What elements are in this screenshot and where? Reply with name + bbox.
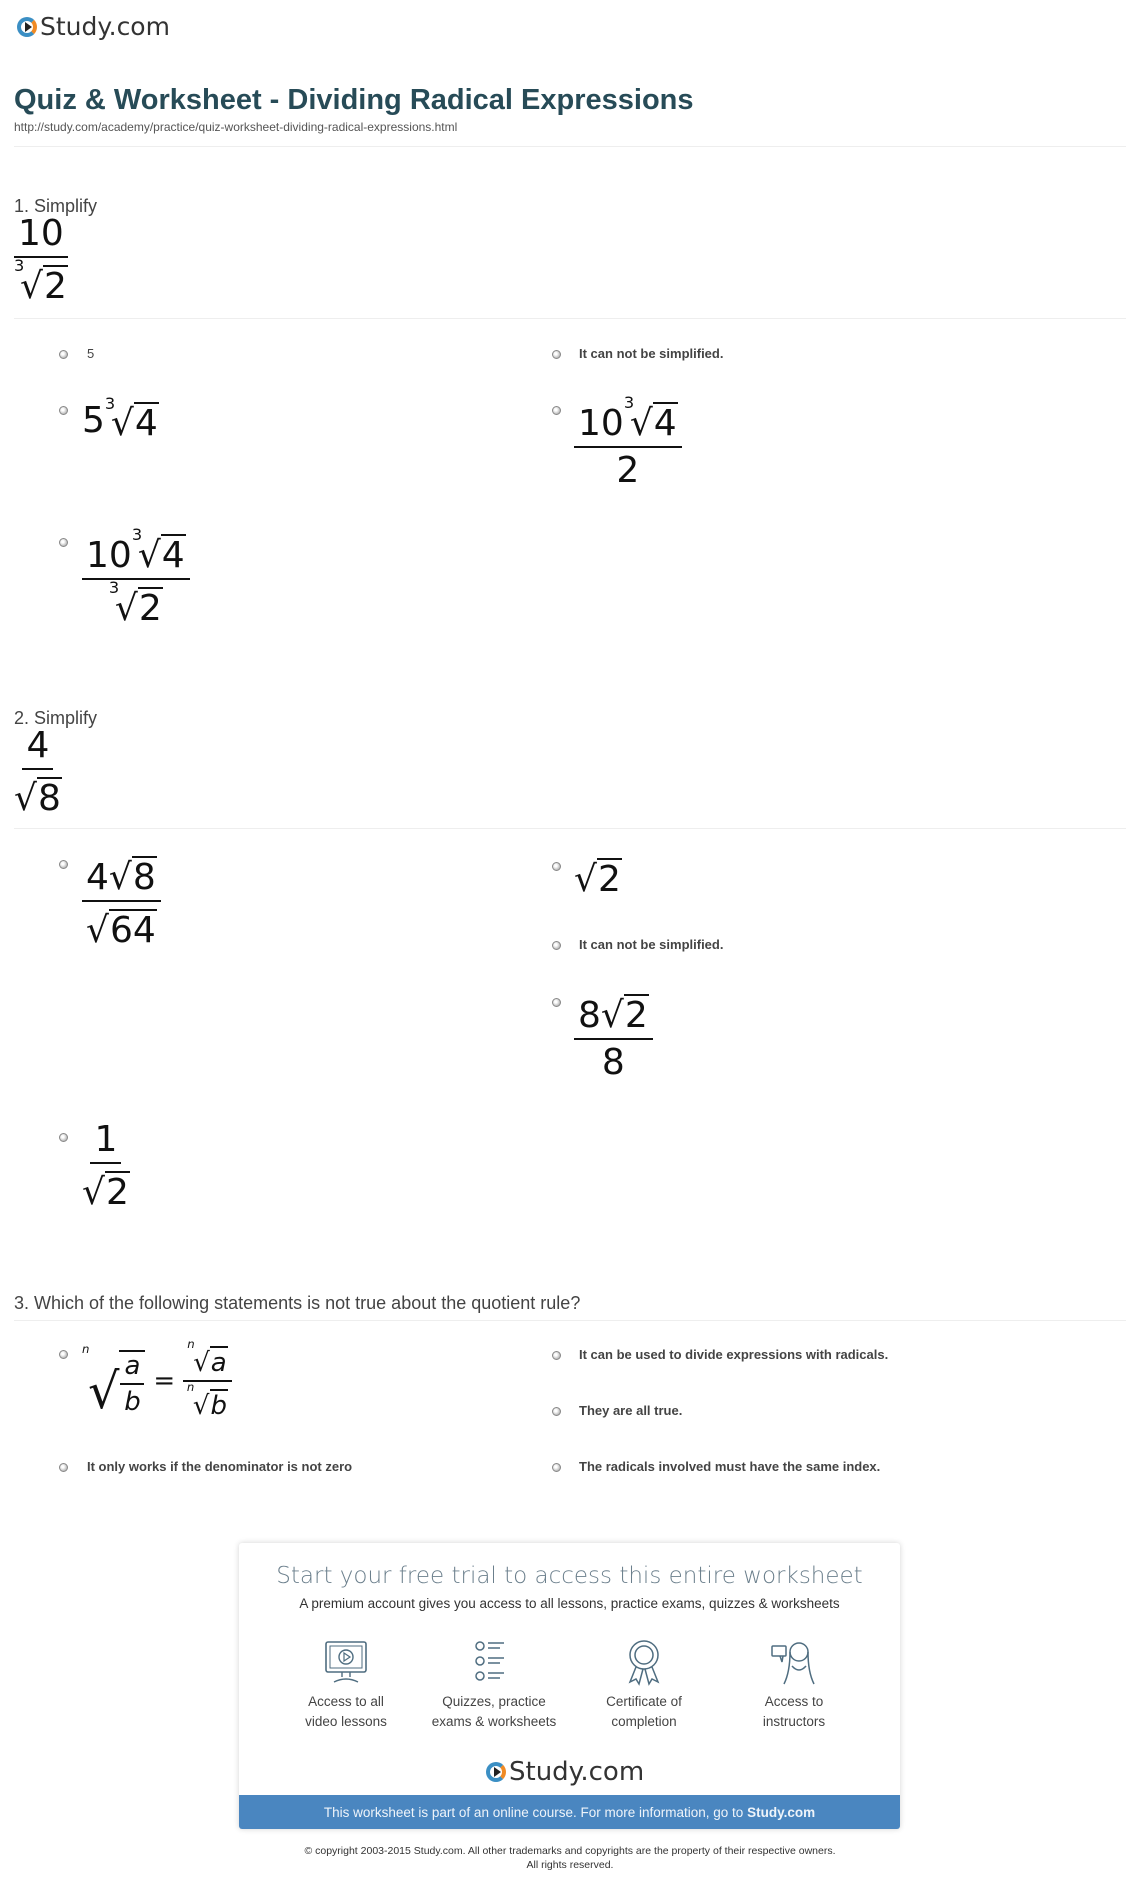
checklist-icon (470, 1638, 518, 1686)
radicand: 64 (109, 909, 156, 951)
denominator: b (124, 1386, 141, 1417)
play-icon (17, 17, 37, 37)
feature-label: Access to (764, 1694, 824, 1709)
certificate-ribbon-icon (620, 1638, 668, 1686)
q1-option-a[interactable]: 5 (87, 346, 95, 361)
q2-option-e-radio[interactable] (59, 1133, 68, 1142)
q1-option-e[interactable]: 10 3 √ 4 3 √ 2 (82, 530, 190, 628)
q1-option-c[interactable]: 5 3 √ 4 (82, 394, 158, 444)
q2-option-c-radio[interactable] (552, 941, 561, 950)
q2-option-d[interactable]: 8 √ 2 8 (574, 990, 653, 1082)
page-url: http://study.com/academy/practice/quiz-worksheet-dividing-radical-expressions.html (14, 120, 458, 134)
copyright: © copyright 2003-2015 Study.com. All other trademarks and copyrights are the property of their respective owners. (304, 1845, 836, 1857)
q1-option-d[interactable]: 10 3 √ 4 2 (574, 398, 682, 490)
question-1-prompt: 10 3 √ 2 (14, 213, 67, 307)
feature-certificate (569, 1638, 719, 1732)
radicand: 2 (43, 265, 67, 307)
question-3-label: 3. Which of the following statements is not true about the quotient rule? (14, 1293, 581, 1313)
radical-index: 3 (131, 525, 143, 544)
denominator: 8 (601, 1041, 625, 1083)
equals-sign: = (153, 1366, 176, 1397)
q2-option-a[interactable]: 4 √ 8 √ 64 (82, 852, 161, 950)
denominator: 2 (616, 449, 640, 491)
divider (14, 318, 1126, 319)
feature-label: Certificate of (606, 1694, 682, 1709)
page-title: Quiz & Worksheet - Dividing Radical Expressions (14, 84, 694, 116)
coefficient: 10 (578, 403, 624, 444)
question-2-prompt: 4 √ 8 (14, 725, 61, 819)
radicand: 8 (132, 857, 156, 898)
study-link[interactable]: Study.com (747, 1804, 816, 1820)
q1-option-d-radio[interactable] (552, 406, 561, 415)
feature-label: completion (611, 1714, 677, 1729)
feature-label: exams & worksheets (431, 1714, 557, 1729)
course-info-bar (239, 1795, 900, 1829)
radical-index: 3 (104, 394, 116, 413)
feature-quizzes (419, 1638, 569, 1732)
logo-text: Study.com (509, 1757, 645, 1787)
radicand: 2 (105, 1171, 129, 1213)
q1-option-b-radio[interactable] (552, 350, 561, 359)
q3-option-c-radio[interactable] (552, 1407, 561, 1416)
radical-index: 3 (108, 577, 120, 597)
q3-option-b[interactable]: It can be used to divide expressions with radicals. (579, 1347, 889, 1362)
q2-option-b-radio[interactable] (552, 862, 561, 871)
numerator: 4 (22, 726, 53, 770)
divider (14, 828, 1126, 829)
numerator: 1 (90, 1120, 121, 1164)
divider (14, 1320, 1126, 1321)
q3-option-d-radio[interactable] (59, 1463, 68, 1472)
coefficient: 8 (578, 995, 601, 1036)
free-trial-box (239, 1543, 900, 1829)
q2-option-c[interactable]: It can not be simplified. (579, 937, 724, 952)
q3-option-e-radio[interactable] (552, 1463, 561, 1472)
feature-label: Quizzes, practice (442, 1694, 546, 1709)
q3-option-b-radio[interactable] (552, 1351, 561, 1360)
coefficient: 4 (86, 857, 109, 898)
play-icon (486, 1762, 506, 1782)
instructor-chat-icon (770, 1638, 818, 1686)
q3-option-a[interactable]: n √ $\frac{a}{b}$ = n √ a n √ b (82, 1342, 232, 1420)
q1-option-a-radio[interactable] (59, 350, 68, 359)
radicand: 8 (37, 777, 61, 819)
q3-option-d[interactable]: It only works if the denominator is not zero (87, 1459, 353, 1474)
promo-headline[interactable]: Start your free trial to access this entire worksheet (276, 1563, 863, 1589)
radical-index: n (82, 1342, 90, 1356)
q1-option-b[interactable]: It can not be simplified. (579, 346, 724, 361)
q2-option-a-radio[interactable] (59, 860, 68, 869)
divider (14, 146, 1126, 147)
numerator: a (120, 1352, 144, 1385)
radicand: b (210, 1390, 228, 1421)
q1-option-e-radio[interactable] (59, 538, 68, 547)
coefficient: 10 (86, 535, 132, 576)
radicand: 2 (138, 587, 162, 629)
radicand: 4 (653, 403, 677, 444)
rights-reserved: All rights reserved. (526, 1859, 614, 1871)
promo-subline: A premium account gives you access to all lessons, practice exams, quizzes & worksheets (299, 1596, 840, 1611)
numerator: 10 (14, 214, 68, 258)
q1-option-c-radio[interactable] (59, 406, 68, 415)
question-2-label: 2. Simplify (14, 708, 98, 728)
feature-instructors (719, 1638, 869, 1732)
q3-option-e[interactable]: The radicals involved must have the same index. (579, 1459, 881, 1474)
q2-option-e[interactable]: 1 √ 2 (82, 1119, 129, 1213)
q3-option-c[interactable]: They are all true. (579, 1403, 683, 1418)
radicand: 4 (134, 403, 158, 444)
video-monitor-icon (322, 1638, 370, 1686)
study-logo-footer[interactable] (486, 1757, 644, 1787)
study-logo[interactable] (17, 12, 170, 41)
radicand: 4 (161, 535, 185, 576)
feature-label: instructors (762, 1714, 826, 1729)
radicand: 2 (597, 859, 621, 900)
bar-text: This worksheet is part of an online course. For more information, go to (323, 1804, 744, 1820)
feature-label: video lessons (305, 1714, 387, 1729)
question-1-label: 1. Simplify (14, 196, 98, 216)
radicand: a (210, 1348, 227, 1378)
logo-text: Study.com (40, 12, 170, 41)
radical-index: n (187, 1337, 195, 1351)
q2-option-b[interactable]: √ 2 (574, 859, 621, 900)
radical-index: n (186, 1379, 195, 1394)
feature-label: Access to all (308, 1694, 384, 1709)
feature-video-lessons (271, 1638, 421, 1732)
q3-option-a-radio[interactable] (59, 1350, 68, 1359)
coefficient: 5 (82, 399, 105, 441)
radical-index: 3 (623, 393, 635, 412)
radical-index: 3 (14, 255, 25, 275)
q2-option-d-radio[interactable] (552, 998, 561, 1007)
radicand: 2 (624, 995, 648, 1036)
